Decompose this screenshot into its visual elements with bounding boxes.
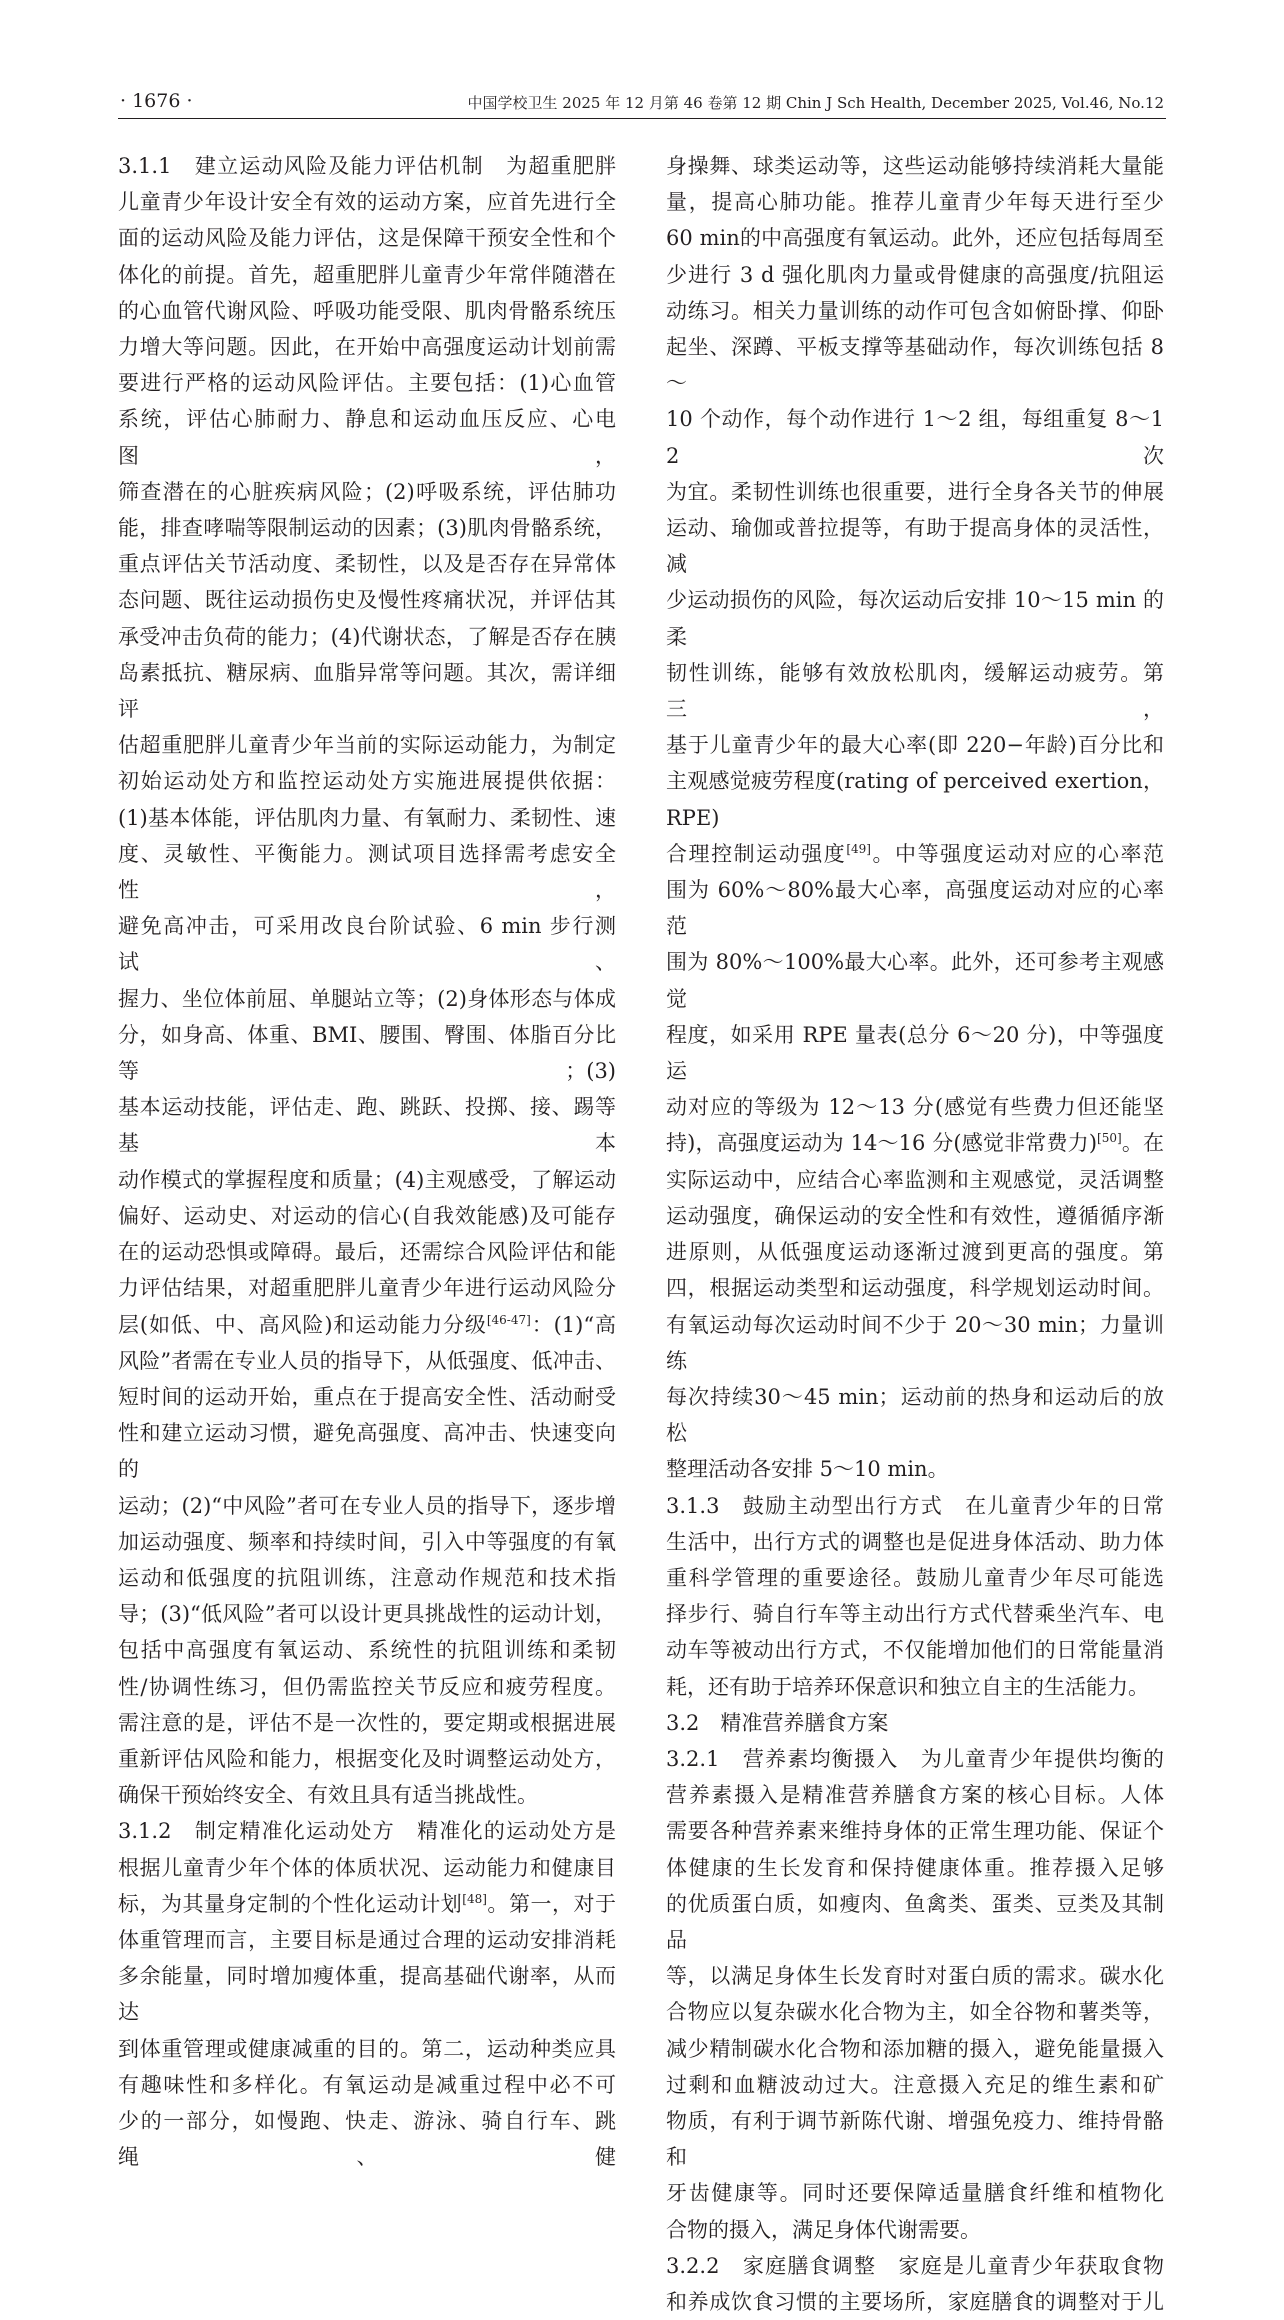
paragraph-line: 为宜。柔韧性训练也很重要，进行全身各关节的伸展	[666, 479, 1164, 504]
paragraph-line: 基于儿童青少年的最大心率(即 220−年龄)百分比和	[666, 733, 1164, 758]
paragraph-line: 的心血管代谢风险、呼吸功能受限、肌肉骨骼系统压	[118, 298, 616, 323]
paragraph-line: 60 min的中高强度有氧运动。此外，还应包括每周至	[666, 226, 1164, 251]
section-heading-3-1-2: 3.1.2 制定精准化运动处方	[118, 1819, 418, 1844]
paragraph-3-1-1-body-cont	[118, 1343, 616, 1777]
paragraph-line: 整理活动各安排 5～10 min。	[666, 1457, 949, 1482]
paragraph-line: 身操舞、球类运动等，这些运动能够持续消耗大量能	[666, 154, 1164, 178]
paragraph-line: 程度，如采用 RPE 量表(总分 6～20 分)，中等强度运	[666, 1022, 1164, 1084]
paragraph-line: 运动和低强度的抗阻训练，注意动作规范和技术指	[118, 1565, 616, 1590]
paragraph-line: 儿童青少年设计安全有效的运动方案，应首先进行全	[118, 190, 616, 215]
paragraph-line: 运动、瑜伽或普拉提等，有助于提高身体的灵活性，减	[666, 516, 1164, 577]
paragraph-line: 有趣味性和多样化。有氧运动是减重过程中必不可	[118, 2072, 616, 2097]
paragraph-line: 偏好、运动史、对运动的信心(自我效能感)及可能存	[118, 1203, 616, 1228]
paragraph-line: 体健康的生长发育和保持健康体重。推荐摄入足够	[666, 1855, 1164, 1880]
section-heading-3-1-1: 3.1.1 建立运动风险及能力评估机制	[118, 154, 507, 178]
paragraph-line: 面的运动风险及能力评估，这是保障干预安全性和个	[118, 226, 616, 251]
paragraph-line: 实际运动中，应结合心率监测和主观感觉，灵活调整	[666, 1167, 1164, 1192]
paragraph-line: 要进行严格的运动风险评估。主要包括：(1)心血管	[118, 371, 616, 396]
citation-ref: [50]	[1097, 1131, 1122, 1146]
paragraph-line: 耗，还有助于培养环保意识和独立自主的生活能力。	[666, 1674, 1149, 1699]
paragraph-line: 10 个动作，每个动作进行 1～2 组，每组重复 8～12 次	[666, 407, 1164, 468]
paragraph-line: 根据儿童青少年个体的体质状况、运动能力和健康目	[118, 1855, 616, 1880]
paragraph-line: 牙齿健康等。同时还要保障适量膳食纤维和植物化	[666, 2181, 1164, 2206]
paragraph-line: 动车等被动出行方式，不仅能增加他们的日常能量消	[666, 1638, 1164, 1663]
section-heading-3-2-1: 3.2.1 营养素均衡摄入	[666, 1746, 921, 1771]
right-column	[666, 148, 1164, 2320]
paragraph-line: 少的一部分，如慢跑、快走、游泳、骑自行车、跳绳、健	[118, 2108, 616, 2170]
paragraph-line: 进原则，从低强度运动逐渐过渡到更高的强度。第	[666, 1240, 1164, 1265]
paragraph-line: 过剩和血糖波动过大。注意摄入充足的维生素和矿	[666, 2072, 1164, 2097]
paragraph-line: 体化的前提。首先，超重肥胖儿童青少年常伴随潜在	[118, 262, 616, 287]
paragraph-line: 3.2.1 营养素均衡摄入 为儿童青少年提供均衡的	[666, 1746, 1164, 1771]
paragraph-line: 风险”者需在专业人员的指导下，从低强度、低冲击、	[118, 1348, 616, 1373]
paragraph-line: 少运动损伤的风险，每次运动后安排 10～15 min 的柔	[666, 588, 1164, 649]
paragraph-3-1-1-body	[118, 184, 616, 1306]
paragraph-line: 性/协调性练习，但仍需监控关节反应和疲劳程度。	[118, 1674, 616, 1699]
paragraph-line: 的优质蛋白质，如瘦肉、鱼禽类、蛋类、豆类及其制品	[666, 1891, 1164, 1952]
paragraph-line: 需要各种营养素来维持身体的正常生理功能、保证个	[666, 1819, 1164, 1844]
paragraph-line: 3.1.1 建立运动风险及能力评估机制 为超重肥胖	[118, 154, 617, 178]
paragraph-line: 合物应以复杂碳水化合物为主，如全谷物和薯类等，	[666, 2000, 1164, 2025]
paragraph-line: 避免高冲击，可采用改良台阶试验、6 min 步行测试、	[118, 914, 616, 975]
paragraph-3-1-3-body	[666, 1524, 1164, 1669]
section-heading-3-2-2: 3.2.2 家庭膳食调整	[666, 2253, 899, 2278]
paragraph-line: 围为 60%～80%最大心率，高强度运动对应的心率范	[666, 878, 1164, 939]
page-number: · 1676 ·	[120, 90, 193, 112]
paragraph-line: 估超重肥胖儿童青少年当前的实际运动能力，为制定	[118, 733, 616, 758]
paragraph-line: 运动；(2)“中风险”者可在专业人员的指导下，逐步增	[118, 1493, 616, 1518]
running-header	[118, 88, 1166, 119]
paragraph-line: 短时间的运动开始，重点在于提高安全性、活动耐受	[118, 1384, 616, 1409]
paragraph-line: 物质，有利于调节新陈代谢、增强免疫力、维持骨骼和	[666, 2108, 1164, 2170]
paragraph-line: 握力、坐位体前屈、单腿站立等；(2)身体形态与体成	[118, 986, 616, 1011]
paragraph-line: 合物的摄入，满足身体代谢需要。	[666, 2217, 981, 2242]
paragraph-line: 重科学管理的重要途径。鼓励儿童青少年尽可能选	[666, 1565, 1164, 1590]
paragraph-line: 减少精制碳水化合物和添加糖的摄入，避免能量摄入	[666, 2036, 1164, 2061]
paragraph-line: 持)，高强度运动为 14～16 分(感觉非常费力)[50]。在	[666, 1131, 1165, 1156]
paragraph-line: 基本运动技能，评估走、跑、跳跃、投掷、接、踢等基本	[118, 1095, 616, 1156]
journal-citation: 中国学校卫生 2025 年 12 月第 46 卷第 12 期 Chin J Sch Health, December 2025, Vol.46, No.12	[467, 94, 1164, 112]
paragraph-line: 运动强度，确保运动的安全性和有效性，遵循循序渐	[666, 1203, 1164, 1228]
paragraph-line: 重新评估风险和能力，根据变化及时调整运动处方，	[118, 1746, 616, 1771]
paragraph-line: 标，为其量身定制的个性化运动计划[48]。第一，对于	[118, 1891, 617, 1916]
paragraph-3-1-2-cont-3	[666, 1162, 1164, 1452]
paragraph-line: 合理控制运动强度[49]。中等强度运动对应的心率范	[666, 841, 1164, 866]
paragraph-line: 度、灵敏性、平衡能力。测试项目选择需考虑安全性，	[118, 841, 616, 903]
paragraph-line: 等，以满足身体生长发育时对蛋白质的需求。碳水化	[666, 1964, 1164, 1989]
paragraph-line: 营养素摄入是精准营养膳食方案的核心目标。人体	[666, 1783, 1164, 1808]
paragraph-line: 择步行、骑自行车等主动出行方式代替乘坐汽车、电	[666, 1602, 1164, 1627]
citation-ref: [49]	[846, 841, 871, 856]
paragraph-line: 主观感觉疲劳程度(rating of perceived exertion，RPE)	[666, 769, 1164, 830]
paragraph-line: 性和建立运动习惯，避免高强度、高冲击、快速变向的	[118, 1421, 616, 1482]
left-column	[118, 148, 616, 2175]
paragraph-line: 力评估结果，对超重肥胖儿童青少年进行运动风险分	[118, 1276, 616, 1301]
paragraph-line: 层(如低、中、高风险)和运动能力分级[46-47]：(1)“高	[118, 1312, 617, 1337]
paragraph-line: 能，排查哮喘等限制运动的因素；(3)肌肉骨骼系统，	[118, 516, 616, 541]
paragraph-line: 态问题、既往运动损伤史及慢性疼痛状况，并评估其	[118, 588, 616, 613]
paragraph-line: 确保干预始终安全、有效且具有适当挑战性。	[118, 1783, 538, 1808]
paragraph-line: 围为 80%～100%最大心率。此外，还可参考主观感觉	[666, 950, 1164, 1011]
paragraph-3-1-2-cont	[666, 148, 1164, 836]
paragraph-line: 加运动强度、频率和持续时间，引入中等强度的有氧	[118, 1529, 616, 1554]
paragraph-line: (1)基本体能，评估肌肉力量、有氧耐力、柔韧性、速	[118, 805, 616, 830]
paragraph-line: 动练习。相关力量训练的动作可包含如俯卧撑、仰卧	[666, 298, 1164, 323]
paragraph-line: 韧性训练，能够有效放松肌肉，缓解运动疲劳。第三，	[666, 660, 1164, 722]
paragraph-line: 筛查潜在的心脏疾病风险；(2)呼吸系统，评估肺功	[118, 479, 616, 504]
paragraph-line: 体重管理而言，主要目标是通过合理的运动安排消耗	[118, 1927, 616, 1952]
citation-ref: [48]	[462, 1891, 487, 1906]
paragraph-line: 包括中高强度有氧运动、系统性的抗阻训练和柔韧	[118, 1638, 616, 1663]
paragraph-line: 岛素抵抗、糖尿病、血脂异常等问题。其次，需详细评	[118, 660, 616, 722]
paragraph-line: 四，根据运动类型和运动强度，科学规划运动时间。	[666, 1276, 1164, 1301]
paragraph-3-2-1-body	[666, 1777, 1164, 2211]
paragraph-line: 在的运动恐惧或障碍。最后，还需综合风险评估和能	[118, 1240, 616, 1265]
paragraph-line: 3.1.2 制定精准化运动处方 精准化的运动处方是	[118, 1819, 616, 1844]
citation-ref: [46-47]	[486, 1312, 531, 1327]
paragraph-line: 系统，评估心肺耐力、静息和运动血压反应、心电图，	[118, 407, 616, 468]
paragraph-line: 到体重管理或健康减重的目的。第二，运动种类应具	[118, 2036, 616, 2061]
paragraph-line: 每次持续30～45 min；运动前的热身和运动后的放松	[666, 1384, 1164, 1446]
paragraph-line: 有氧运动每次运动时间不少于 20～30 min；力量训练	[666, 1312, 1164, 1373]
paragraph-line: 3.1.3 鼓励主动型出行方式 在儿童青少年的日常	[666, 1493, 1164, 1518]
paragraph-line: 导；(3)“低风险”者可以设计更具挑战性的运动计划，	[118, 1602, 616, 1627]
paragraph-line: 和养成饮食习惯的主要场所，家庭膳食的调整对于儿	[666, 2289, 1164, 2314]
paragraph-line: 需注意的是，评估不是一次性的，要定期或根据进展	[118, 1710, 616, 1735]
paragraph-line: 动对应的等级为 12～13 分(感觉有些费力但还能坚	[666, 1095, 1164, 1120]
paragraph-line: 少进行 3 d 强化肌肉力量或骨健康的高强度/抗阻运	[666, 262, 1164, 287]
paragraph-line: 3.2.2 家庭膳食调整 家庭是儿童青少年获取食物	[666, 2253, 1165, 2278]
paragraph-line: 初始运动处方和监控运动处方实施进展提供依据：	[118, 769, 616, 794]
paragraph-line: 量，提高心肺功能。推荐儿童青少年每天进行至少	[666, 190, 1164, 215]
paragraph-line: 动作模式的掌握程度和质量；(4)主观感受，了解运动	[118, 1167, 616, 1192]
paragraph-3-1-2-cont-2	[666, 872, 1164, 1125]
paragraph-line: 分，如身高、体重、BMI、腰围、臀围、体脂百分比等；(3)	[118, 1022, 616, 1084]
paragraph-line: 生活中，出行方式的调整也是促进身体活动、助力体	[666, 1529, 1164, 1554]
paragraph-line: 重点评估关节活动度、柔韧性，以及是否存在异常体	[118, 552, 616, 577]
paragraph-line: 承受冲击负荷的能力；(4)代谢状态，了解是否存在胰	[118, 624, 616, 649]
paragraph-line: 起坐、深蹲、平板支撑等基础动作，每次训练包括 8～	[666, 335, 1164, 396]
section-heading-3-2: 3.2 精准营养膳食方案	[666, 1710, 889, 1735]
paragraph-3-1-2-body	[118, 1922, 616, 2175]
paragraph-line: 力增大等问题。因此，在开始中高强度运动计划前需	[118, 335, 616, 360]
section-heading-3-1-3: 3.1.3 鼓励主动型出行方式	[666, 1493, 966, 1518]
paragraph-line: 多余能量，同时增加瘦体重，提高基础代谢率，从而达	[118, 1964, 616, 2025]
